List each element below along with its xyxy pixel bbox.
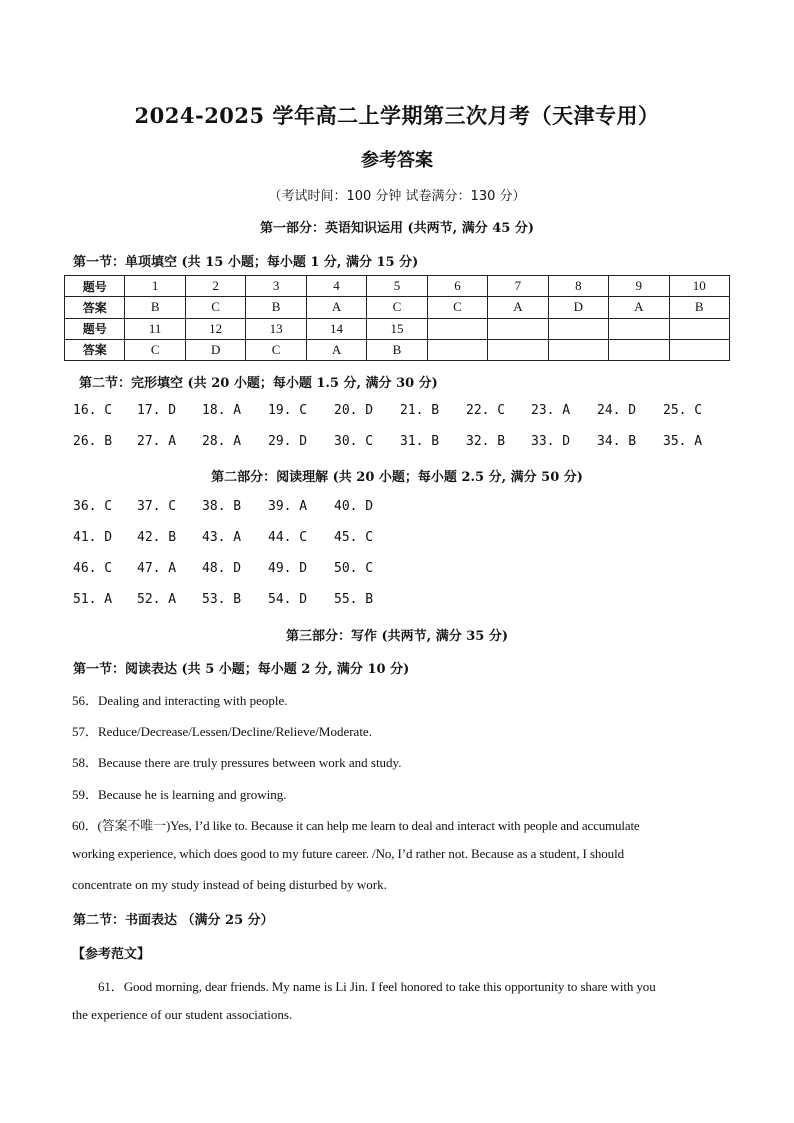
table-cell: 15: [367, 318, 427, 339]
table-cell: 11: [125, 318, 185, 339]
table-cell: [488, 318, 548, 339]
answer-line: 58．Because there are truly pressures between work and study.: [72, 755, 402, 770]
answer-item: 52. A: [137, 592, 177, 607]
answer-item: 54. D: [268, 592, 308, 607]
answer-line: 60．(答案不唯一)Yes, I’d like to. Because it can help me learn to deal and interact with people and accumulate: [72, 818, 640, 833]
answer-line: concentrate on my study instead of being disturbed by work.: [72, 877, 387, 892]
table-cell: 8: [548, 276, 608, 297]
answer-item: 37. C: [137, 499, 177, 514]
table-cell: C: [427, 297, 487, 318]
part3-section1-heading: 第一节：阅读表达 (共 5 小题；每小题 2 分, 满分 10 分): [73, 662, 410, 677]
table-cell: [669, 318, 729, 339]
reference-essay-label: 【参考范文】: [72, 947, 151, 962]
table-row: [65, 276, 730, 297]
table-cell: C: [367, 297, 427, 318]
answer-item: 53. B: [202, 592, 242, 607]
table-cell: [548, 339, 608, 360]
answer-item: 44. C: [268, 530, 308, 545]
table-cell: 3: [246, 276, 306, 297]
table-cell: 答案: [65, 297, 125, 318]
answer-item: 18. A: [202, 403, 242, 418]
table-cell: D: [548, 297, 608, 318]
answer-item: 29. D: [268, 434, 308, 449]
table-cell: 12: [185, 318, 245, 339]
answer-item: 55. B: [334, 592, 374, 607]
table-cell: A: [609, 297, 669, 318]
answer-item: 23. A: [531, 403, 571, 418]
answer-item: 46. C: [73, 561, 113, 576]
table-cell: 5: [367, 276, 427, 297]
part3-section2-heading: 第二节：书面表达 （满分 25 分）: [73, 913, 274, 928]
answer-item: 27. A: [137, 434, 177, 449]
table-cell: C: [185, 297, 245, 318]
answer-item: 33. D: [531, 434, 571, 449]
table-cell: C: [125, 339, 185, 360]
essay-line: 61．Good morning, dear friends. My name is Li Jin. I feel honored to take this opportunity to share with you: [98, 979, 656, 994]
table-row: [65, 339, 730, 360]
answer-item: 47. A: [137, 561, 177, 576]
part3-heading: 第三部分：写作 (共两节, 满分 35 分): [285, 629, 509, 644]
table-cell: A: [306, 339, 366, 360]
answer-item: 49. D: [268, 561, 308, 576]
table-cell: [427, 318, 487, 339]
answer-line: 57．Reduce/Decrease/Lessen/Decline/Relieve/Moderate.: [72, 724, 372, 739]
page-subtitle: 参考答案: [361, 150, 433, 171]
answer-item: 25. C: [663, 403, 703, 418]
answer-item: 51. A: [73, 592, 113, 607]
answer-item: 28. A: [202, 434, 242, 449]
answer-item: 34. B: [597, 434, 637, 449]
answer-item: 38. B: [202, 499, 242, 514]
answer-item: 39. A: [268, 499, 308, 514]
table-row: [65, 297, 730, 318]
answer-item: 50. C: [334, 561, 374, 576]
table-cell: 1: [125, 276, 185, 297]
answer-line: 56．Dealing and interacting with people.: [72, 693, 288, 708]
table-cell: B: [367, 339, 427, 360]
table-cell: C: [246, 339, 306, 360]
table-cell: 10: [669, 276, 729, 297]
answer-item: 32. B: [466, 434, 506, 449]
table-cell: 7: [488, 276, 548, 297]
table-cell: 2: [185, 276, 245, 297]
answer-item: 30. C: [334, 434, 374, 449]
answer-item: 36. C: [73, 499, 113, 514]
answer-item: 26. B: [73, 434, 113, 449]
answer-item: 48. D: [202, 561, 242, 576]
answer-item: 19. C: [268, 403, 308, 418]
answer-table: [64, 275, 730, 361]
table-cell: B: [669, 297, 729, 318]
table-cell: [609, 339, 669, 360]
answer-item: 35. A: [663, 434, 703, 449]
answer-item: 21. B: [400, 403, 440, 418]
essay-line: the experience of our student associations.: [72, 1007, 293, 1022]
part1-section1-heading: 第一节：单项填空 (共 15 小题；每小题 1 分, 满分 15 分): [73, 255, 419, 270]
table-cell: 4: [306, 276, 366, 297]
part2-heading: 第二部分：阅读理解 (共 20 小题；每小题 2.5 分, 满分 50 分): [211, 470, 583, 485]
table-cell: [669, 339, 729, 360]
table-cell: 14: [306, 318, 366, 339]
table-row: [65, 318, 730, 339]
exam-info: （考试时间：100 分钟 试卷满分：130 分）: [268, 189, 526, 204]
answer-item: 20. D: [334, 403, 374, 418]
part1-section2-heading: 第二节：完形填空 (共 20 小题；每小题 1.5 分, 满分 30 分): [79, 376, 438, 391]
table-cell: B: [125, 297, 185, 318]
answer-line: working experience, which does good to my future career. /No, I’d rather not. Because as a student, I should: [72, 846, 624, 861]
answer-item: 45. C: [334, 530, 374, 545]
answer-item: 31. B: [400, 434, 440, 449]
answer-item: 24. D: [597, 403, 637, 418]
answer-item: 41. D: [73, 530, 113, 545]
table-cell: 题号: [65, 318, 125, 339]
answer-item: 43. A: [202, 530, 242, 545]
table-cell: 9: [609, 276, 669, 297]
answer-line: 59．Because he is learning and growing.: [72, 787, 287, 802]
answer-item: 17. D: [137, 403, 177, 418]
answer-item: 40. D: [334, 499, 374, 514]
answer-item: 22. C: [466, 403, 506, 418]
table-cell: A: [306, 297, 366, 318]
answer-item: 42. B: [137, 530, 177, 545]
table-cell: 6: [427, 276, 487, 297]
table-cell: [427, 339, 487, 360]
table-cell: 题号: [65, 276, 125, 297]
page-title: 2024-2025 学年高二上学期第三次月考（天津专用）: [134, 103, 660, 128]
part1-heading: 第一部分：英语知识运用 (共两节, 满分 45 分): [259, 221, 535, 236]
table-cell: B: [246, 297, 306, 318]
table-cell: [609, 318, 669, 339]
answer-item: 16. C: [73, 403, 113, 418]
table-cell: 答案: [65, 339, 125, 360]
table-cell: [488, 339, 548, 360]
table-cell: D: [185, 339, 245, 360]
table-cell: A: [488, 297, 548, 318]
table-cell: 13: [246, 318, 306, 339]
table-cell: [548, 318, 608, 339]
